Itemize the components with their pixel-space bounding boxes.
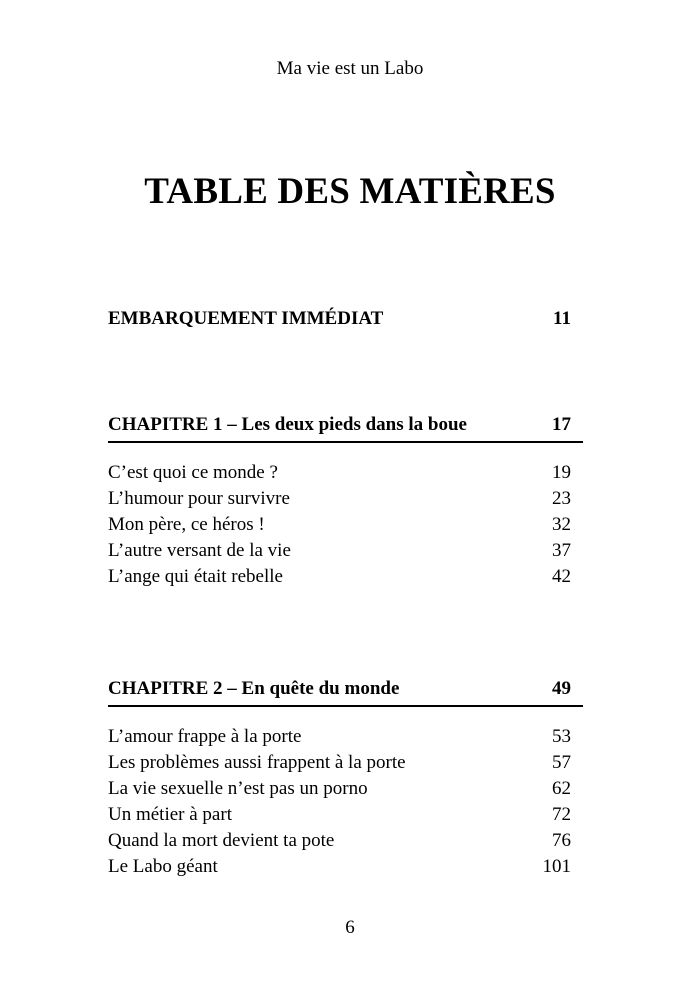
toc-entry[interactable]	[108, 538, 583, 564]
toc-entry-page: 62	[552, 778, 571, 799]
chapter-page: 49	[552, 678, 571, 699]
toc-entry-label: Les problèmes aussi frappent à la porte	[108, 752, 406, 773]
toc-entry[interactable]	[108, 564, 583, 590]
toc-chapter-2	[108, 676, 583, 880]
toc-entry-page: 57	[552, 752, 571, 773]
page-title: TABLE DES MATIÈRES	[144, 171, 556, 212]
toc-entry[interactable]	[108, 802, 583, 828]
toc-entry-label: L’autre versant de la vie	[108, 540, 291, 561]
toc-intro-label: EMBARQUEMENT IMMÉDIAT	[108, 308, 384, 329]
toc-entry[interactable]	[108, 512, 583, 538]
toc-entry-page: 32	[552, 514, 571, 535]
toc-entry-page: 53	[552, 726, 571, 747]
toc-entry-label: L’amour frappe à la porte	[108, 726, 302, 747]
toc-entry-page: 19	[552, 462, 571, 483]
chapter-entries	[108, 724, 583, 880]
toc-entry[interactable]	[108, 776, 583, 802]
toc-entry-label: La vie sexuelle n’est pas un porno	[108, 778, 368, 799]
toc-entry[interactable]	[108, 486, 583, 512]
chapter-title: CHAPITRE 1 – Les deux pieds dans la boue	[108, 414, 467, 435]
toc-entry-label: L’ange qui était rebelle	[108, 566, 283, 587]
toc-entry[interactable]	[108, 750, 583, 776]
toc-intro	[108, 306, 583, 332]
chapter-heading[interactable]	[108, 412, 583, 443]
toc-entry-page: 72	[552, 804, 571, 825]
toc-entry-label: C’est quoi ce monde ?	[108, 462, 278, 483]
toc-entry-label: Le Labo géant	[108, 856, 218, 877]
toc-entry[interactable]	[108, 854, 583, 880]
toc-entry-label: Quand la mort devient ta pote	[108, 830, 335, 851]
toc-entry-page: 101	[542, 856, 571, 877]
toc-entry[interactable]	[108, 828, 583, 854]
toc-intro-page: 11	[553, 308, 571, 329]
chapter-entries	[108, 460, 583, 590]
chapter-page: 17	[552, 414, 571, 435]
running-header: Ma vie est un Labo	[276, 58, 424, 79]
page-number: 6	[345, 917, 355, 938]
toc-entry-page: 37	[552, 540, 571, 561]
toc-chapter-1	[108, 412, 583, 590]
toc-entry-page: 76	[552, 830, 571, 851]
toc-entry-label: Un métier à part	[108, 804, 232, 825]
chapter-heading[interactable]	[108, 676, 583, 707]
toc-entry[interactable]	[108, 460, 583, 486]
toc-entry-page: 42	[552, 566, 571, 587]
toc-entry-label: L’humour pour survivre	[108, 488, 290, 509]
toc-intro-row[interactable]	[108, 306, 583, 332]
toc-entry[interactable]	[108, 724, 583, 750]
toc-entry-page: 23	[552, 488, 571, 509]
toc-entry-label: Mon père, ce héros !	[108, 514, 265, 535]
chapter-title: CHAPITRE 2 – En quête du monde	[108, 678, 400, 699]
